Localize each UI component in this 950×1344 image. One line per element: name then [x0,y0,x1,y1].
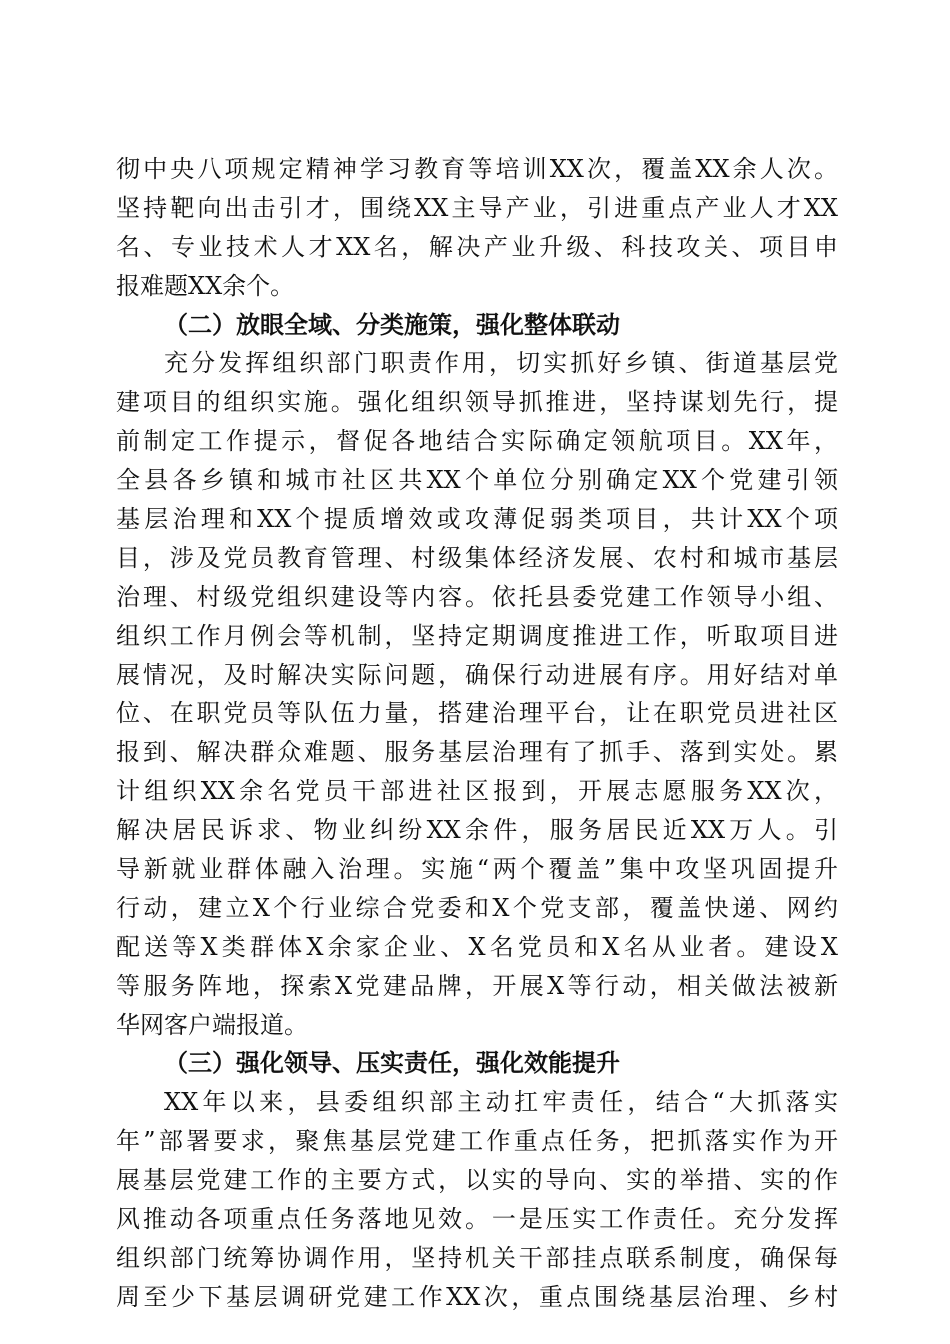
text-line: 前制定工作提示，督促各地结合实际确定领航项目。XX年， [116,427,838,456]
section-heading: （三）强化领导、压实责任，强化效能提升 [164,1048,620,1078]
text-line: 位、在职党员等队伍力量，搭建治理平台，让在职党员进社区 [116,699,838,728]
text-line: 建项目的组织实施。强化组织领导抓推进，坚持谋划先行，提 [116,388,838,417]
text-line: 坚持靶向出击引才，围绕XX主导产业，引进重点产业人才XX [116,193,838,222]
text-line: 风推动各项重点任务落地见效。一是压实工作责任。充分发挥 [116,1205,838,1234]
text-line: 充分发挥组织部门职责作用，切实抓好乡镇、街道基层党 [164,349,838,378]
section-heading: （二）放眼全域、分类施策，强化整体联动 [164,309,620,339]
text-line: 组织部门统筹协调作用，坚持机关干部挂点联系制度，确保每 [116,1243,838,1272]
text-line: 组织工作月例会等机制，坚持定期调度推进工作，听取项目进 [116,621,838,650]
text-line: 等服务阵地，探索X党建品牌，开展X等行动，相关做法被新 [116,971,838,1000]
paragraph [116,150,838,306]
text-line: 报难题XX余个。 [116,271,295,300]
text-line: 行动，建立X个行业综合党委和X个党支部，覆盖快递、网约 [116,893,838,922]
text-line: 展基层党建工作的主要方式，以实的导向、实的举措、实的作 [116,1166,838,1195]
text-line: 展情况，及时解决实际问题，确保行动进展有序。用好结对单 [116,660,838,689]
text-line: 年”部署要求，聚焦基层党建工作重点任务，把抓落实作为开 [116,1127,838,1156]
document-page [116,150,838,1317]
text-line: 全县各乡镇和城市社区共XX个单位分别确定XX个党建引领 [116,466,838,495]
text-line: 周至少下基层调研党建工作XX次，重点围绕基层治理、乡村 [116,1282,838,1311]
text-line: 治理、村级党组织建设等内容。依托县委党建工作领导小组、 [116,582,838,611]
text-line: 解决居民诉求、物业纠纷XX余件，服务居民近XX万人。引 [116,816,838,845]
text-line: XX年以来，县委组织部主动扛牢责任，结合“大抓落实 [164,1088,838,1117]
text-line: 报到、解决群众难题、服务基层治理有了抓手、落到实处。累 [116,738,838,767]
text-line: 配送等X类群体X余家企业、X名党员和X名从业者。建设X [116,932,838,961]
text-line: 华网客户端报道。 [116,1010,308,1039]
text-line: 计组织XX余名党员干部进社区报到，开展志愿服务XX次， [116,777,838,806]
paragraph [116,1083,838,1316]
text-line: 名、专业技术人才XX名，解决产业升级、科技攻关、项目申 [116,232,838,261]
paragraph [116,344,838,1044]
text-line: 导新就业群体融入治理。实施“两个覆盖”集中攻坚巩固提升 [116,855,838,884]
text-line: 彻中央八项规定精神学习教育等培训XX次，覆盖XX余人次。 [116,155,838,183]
text-line: 基层治理和XX个提质增效或攻薄促弱类项目，共计XX个项 [116,505,838,534]
text-line: 目，涉及党员教育管理、村级集体经济发展、农村和城市基层 [116,543,838,572]
